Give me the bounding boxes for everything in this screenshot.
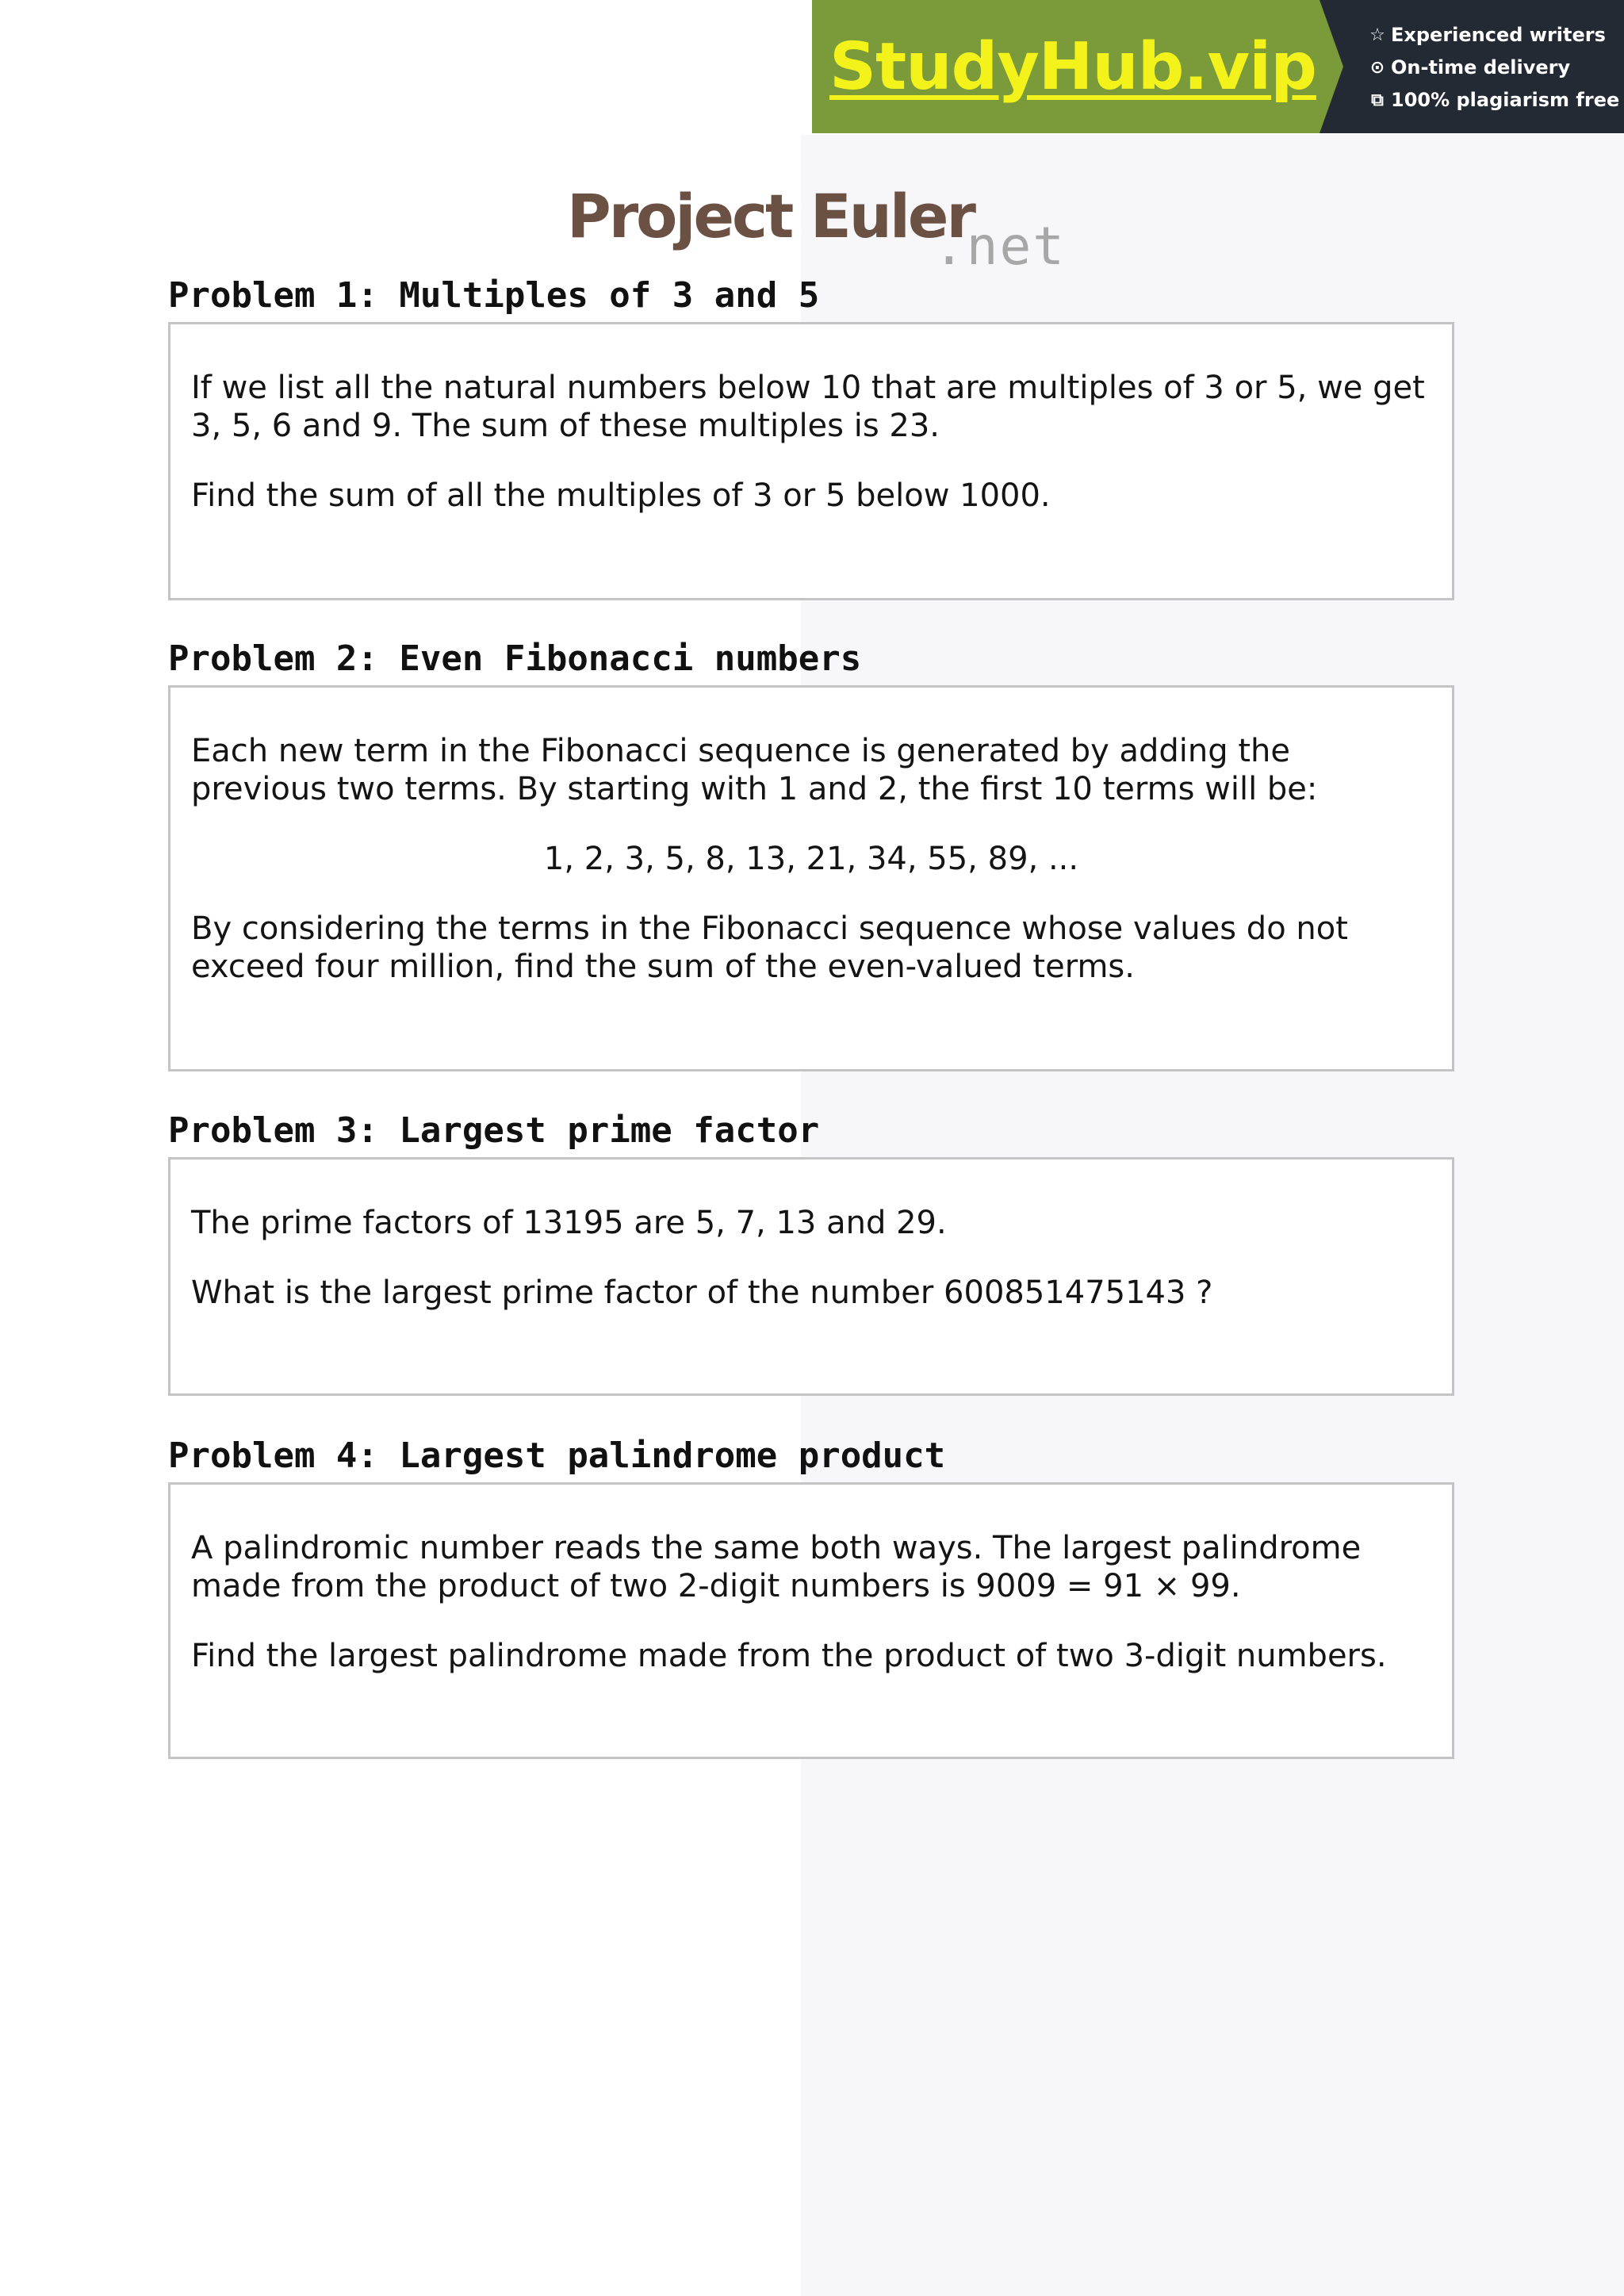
brand-logo-text[interactable]: StudyHub.vip <box>829 29 1316 105</box>
problem-question: Find the sum of all the multiples of 3 or 5 below 1000. <box>191 477 1051 514</box>
logo-suffix-text: .net <box>933 216 1066 277</box>
problem-1 <box>168 273 1457 600</box>
problem-content-box <box>168 1157 1454 1396</box>
problem-title: Problem 1: Multiples of 3 and 5 <box>168 275 820 316</box>
feature-plagiarism-free <box>1369 84 1624 117</box>
problem-question: By considering the terms in the Fibonacci sequence whose values do not exceed four million, find the sum of the even-valued terms. <box>191 910 1348 985</box>
problem-4 <box>168 1433 1457 1759</box>
star-icon: ☆ <box>1369 25 1385 45</box>
banner-features <box>1320 0 1624 133</box>
problem-paragraph: Each new term in the Fibonacci sequence is generated by adding the previous two terms. By starting with 1 and 2, the first 10 terms will be: <box>191 733 1318 807</box>
feature-label: On-time delivery <box>1391 56 1571 79</box>
clock-icon: ⊙ <box>1369 58 1385 78</box>
project-euler-logo <box>567 181 1074 276</box>
studyhub-banner[interactable] <box>812 0 1624 133</box>
logo-main-text: Project Euler <box>567 181 974 251</box>
copy-icon: ⧉ <box>1371 90 1384 110</box>
fibonacci-sequence: 1, 2, 3, 5, 8, 13, 21, 34, 55, 89, ... <box>543 841 1079 877</box>
problem-3 <box>168 1108 1457 1396</box>
problem-content-box <box>168 685 1454 1071</box>
problem-title: Problem 4: Largest palindrome product <box>168 1435 946 1476</box>
feature-on-time-delivery <box>1369 52 1624 84</box>
banner-brand-area[interactable] <box>812 0 1320 133</box>
problem-title: Problem 2: Even Fibonacci numbers <box>168 638 862 679</box>
problem-paragraph: If we list all the natural numbers below 10 that are multiples of 3 or 5, we get 3, 5, 6 and 9. The sum of these multiples is 23. <box>191 370 1425 444</box>
feature-label: Experienced writers <box>1391 24 1606 46</box>
problem-content-box <box>168 1482 1454 1759</box>
problem-2 <box>168 636 1457 1071</box>
problem-paragraph: A palindromic number reads the same both ways. The largest palindrome made from the product of two 2-digit numbers is 9009 = 91 × 99. <box>191 1530 1362 1604</box>
problem-question: Find the largest palindrome made from the product of two 3-digit numbers. <box>191 1638 1387 1674</box>
problem-paragraph: The prime factors of 13195 are 5, 7, 13 and 29. <box>191 1205 947 1241</box>
problem-title: Problem 3: Largest prime factor <box>168 1110 820 1151</box>
problem-question: What is the largest prime factor of the number 600851475143 ? <box>191 1274 1213 1311</box>
feature-experienced-writers <box>1369 19 1624 52</box>
feature-label: 100% plagiarism free <box>1391 89 1620 111</box>
problem-content-box <box>168 322 1454 600</box>
